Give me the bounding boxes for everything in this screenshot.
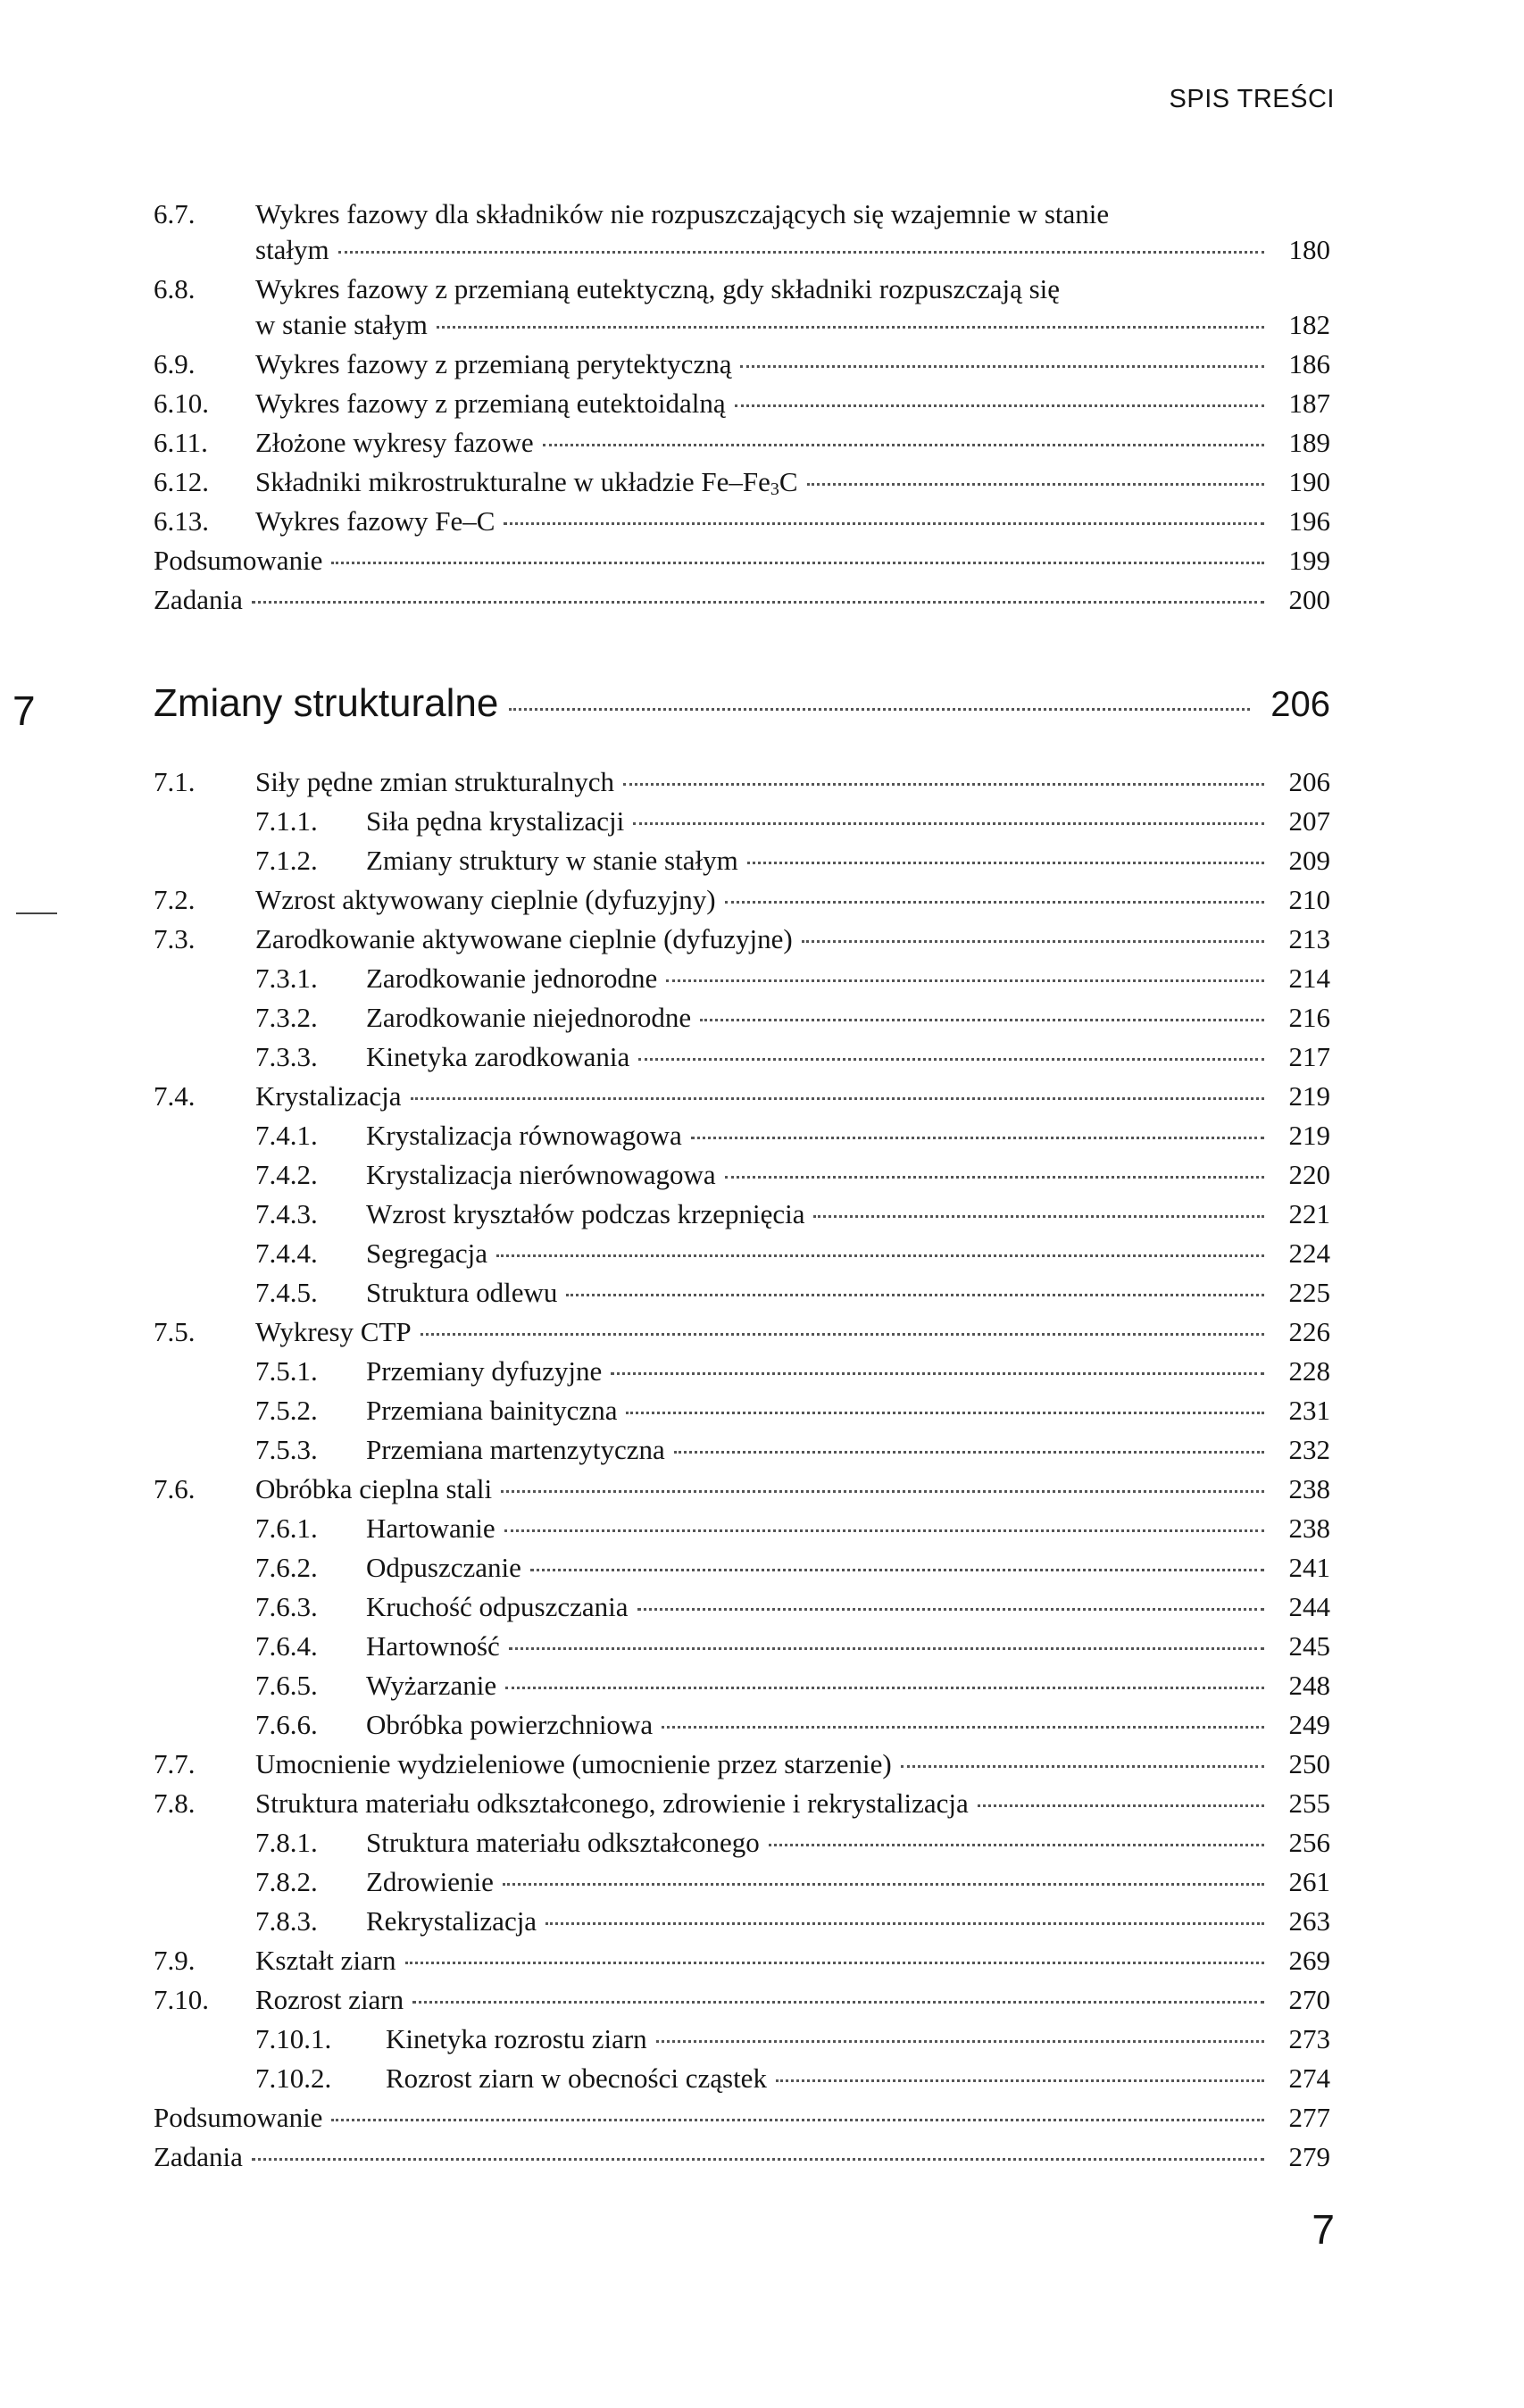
entry-page: 221 bbox=[1288, 1198, 1330, 1229]
entry-title: Podsumowanie bbox=[154, 2102, 323, 2133]
entry-number: 7.3.1. bbox=[255, 962, 318, 994]
dot-leader bbox=[405, 1962, 1264, 1964]
dot-leader bbox=[252, 2158, 1264, 2161]
toc-entry bbox=[154, 1748, 1330, 1787]
entry-number: 7.6.3. bbox=[255, 1591, 318, 1622]
entry-page: 196 bbox=[1288, 505, 1330, 537]
dot-leader bbox=[666, 979, 1264, 982]
entry-number: 7.4.2. bbox=[255, 1159, 318, 1190]
dot-leader bbox=[338, 251, 1264, 254]
entry-page: 217 bbox=[1288, 1041, 1330, 1072]
entry-number: 7.1. bbox=[154, 766, 196, 797]
dot-leader bbox=[740, 365, 1264, 368]
entry-number: 7.4.1. bbox=[255, 1120, 318, 1151]
dot-leader bbox=[735, 404, 1264, 407]
entry-title: Zmiany struktury w stanie stałym bbox=[366, 845, 738, 876]
dot-leader bbox=[530, 1569, 1264, 1571]
dot-leader bbox=[656, 2040, 1264, 2043]
entry-title: Wykres fazowy z przemianą eutektoidalną bbox=[255, 387, 726, 419]
entry-title: Przemiany dyfuzyjne bbox=[366, 1355, 603, 1387]
entry-title: Wykres fazowy z przemianą eutektyczną, gdy składniki rozpuszczają się bbox=[255, 273, 1061, 304]
entry-title: Struktura materiału odkształconego, zdrowienie i rekrystalizacja bbox=[255, 1787, 969, 1819]
entry-title: Podsumowanie bbox=[154, 545, 323, 576]
entry-page: 224 bbox=[1288, 1237, 1330, 1269]
entry-title: Obróbka cieplna stali bbox=[255, 1473, 493, 1504]
toc-entry bbox=[154, 1395, 1330, 1434]
dot-leader bbox=[700, 1019, 1264, 1021]
dot-leader bbox=[412, 2001, 1264, 2004]
toc-entry-summary bbox=[154, 2102, 1330, 2141]
entry-title: Wzrost kryształów podczas krzepnięcia bbox=[366, 1198, 805, 1229]
toc-entry bbox=[154, 198, 1330, 234]
entry-page: 273 bbox=[1288, 2023, 1330, 2054]
toc-entry bbox=[154, 1905, 1330, 1945]
toc-entry bbox=[154, 1591, 1330, 1630]
toc-entry bbox=[154, 923, 1330, 962]
toc-entry bbox=[154, 1945, 1330, 1984]
entry-page: 279 bbox=[1288, 2141, 1330, 2172]
dot-leader bbox=[776, 2079, 1264, 2082]
entry-number: 6.10. bbox=[154, 387, 209, 419]
entry-number: 7.4. bbox=[154, 1080, 196, 1112]
entry-title: Zarodkowanie niejednorodne bbox=[366, 1002, 692, 1033]
dot-leader bbox=[411, 1097, 1264, 1100]
entry-number: 7.6.5. bbox=[255, 1670, 318, 1701]
entry-title: Przemiana bainityczna bbox=[366, 1395, 618, 1426]
entry-page: 232 bbox=[1288, 1434, 1330, 1465]
toc-entry bbox=[154, 805, 1330, 845]
entry-page: 200 bbox=[1288, 584, 1330, 615]
toc-entry bbox=[154, 1709, 1330, 1748]
entry-number: 7.9. bbox=[154, 1945, 196, 1976]
entry-number: 7.5.2. bbox=[255, 1395, 318, 1426]
dot-leader bbox=[633, 822, 1264, 825]
toc-entry bbox=[154, 1984, 1330, 2023]
dot-leader bbox=[691, 1137, 1264, 1139]
entry-number: 7.10.1. bbox=[255, 2023, 332, 2054]
entry-page: 238 bbox=[1288, 1473, 1330, 1504]
dot-leader bbox=[509, 1647, 1264, 1650]
entry-number: 6.7. bbox=[154, 198, 196, 229]
running-header: SPIS TREŚCI bbox=[1169, 85, 1335, 113]
entry-title: Struktura materiału odkształconego bbox=[366, 1827, 760, 1858]
entry-title: Złożone wykresy fazowe bbox=[255, 427, 534, 458]
toc-section-chapter-7 bbox=[154, 766, 1330, 2180]
entry-page: 213 bbox=[1288, 923, 1330, 954]
toc-entry bbox=[154, 1316, 1330, 1355]
dot-leader bbox=[802, 940, 1264, 943]
toc-entry bbox=[154, 1120, 1330, 1159]
entry-page: 263 bbox=[1288, 1905, 1330, 1937]
entry-page: 255 bbox=[1288, 1787, 1330, 1819]
entry-page: 250 bbox=[1288, 1748, 1330, 1779]
entry-title: Zarodkowanie jednorodne bbox=[366, 962, 658, 994]
entry-page: 189 bbox=[1288, 427, 1330, 458]
entry-number: 7.8.3. bbox=[255, 1905, 318, 1937]
dot-leader bbox=[503, 1883, 1264, 1886]
page-number: 7 bbox=[1312, 2206, 1335, 2253]
dot-leader bbox=[437, 326, 1264, 329]
toc-entry bbox=[154, 427, 1330, 466]
dot-leader bbox=[623, 783, 1264, 786]
entry-title: Rozrost ziarn bbox=[255, 1984, 404, 2015]
dot-leader bbox=[566, 1294, 1264, 1296]
toc-entry bbox=[154, 766, 1330, 805]
entry-title: Rozrost ziarn w obecności cząstek bbox=[386, 2062, 767, 2094]
entry-number: 6.11. bbox=[154, 427, 208, 458]
toc-entry bbox=[154, 1473, 1330, 1512]
dot-leader bbox=[545, 1922, 1264, 1925]
toc-entry bbox=[154, 1041, 1330, 1080]
toc-entry bbox=[154, 505, 1330, 545]
toc-entry-exercises bbox=[154, 584, 1330, 623]
entry-number: 6.8. bbox=[154, 273, 196, 304]
entry-title: Odpuszczanie bbox=[366, 1552, 521, 1583]
entry-title: Kruchość odpuszczania bbox=[366, 1591, 629, 1622]
dot-leader bbox=[626, 1412, 1264, 1414]
entry-page: 256 bbox=[1288, 1827, 1330, 1858]
entry-number: 7.4.5. bbox=[255, 1277, 318, 1308]
entry-title: Siły pędne zmian strukturalnych bbox=[255, 766, 615, 797]
entry-title: Zdrowienie bbox=[366, 1866, 494, 1897]
entry-title: Wykres fazowy dla składników nie rozpuszczających się wzajemnie w stanie bbox=[255, 198, 1110, 229]
dot-leader bbox=[813, 1215, 1264, 1218]
entry-number: 7.4.3. bbox=[255, 1198, 318, 1229]
entry-number: 7.10.2. bbox=[255, 2062, 332, 2094]
toc-section-chapter-6 bbox=[154, 198, 1330, 623]
entry-number: 7.6.6. bbox=[255, 1709, 318, 1740]
dot-leader bbox=[504, 1529, 1264, 1532]
entry-title: Rekrystalizacja bbox=[366, 1905, 537, 1937]
entry-title: Zarodkowanie aktywowane cieplnie (dyfuzyjne) bbox=[255, 923, 793, 954]
entry-page: 225 bbox=[1288, 1277, 1330, 1308]
toc-entry bbox=[154, 1002, 1330, 1041]
entry-number: 7.5. bbox=[154, 1316, 196, 1347]
entry-page: 216 bbox=[1288, 1002, 1330, 1033]
entry-number: 7.8. bbox=[154, 1787, 196, 1819]
entry-number: 6.9. bbox=[154, 348, 196, 379]
toc-entry bbox=[154, 2062, 1330, 2102]
dot-leader bbox=[807, 483, 1264, 486]
entry-number: 7.1.2. bbox=[255, 845, 318, 876]
entry-page: 249 bbox=[1288, 1709, 1330, 1740]
entry-title: Przemiana martenzytyczna bbox=[366, 1434, 665, 1465]
entry-title: Wyżarzanie bbox=[366, 1670, 497, 1701]
dot-leader bbox=[501, 1490, 1264, 1493]
entry-page: 187 bbox=[1288, 387, 1330, 419]
entry-page: 244 bbox=[1288, 1591, 1330, 1622]
entry-number: 7.10. bbox=[154, 1984, 209, 2015]
entry-page: 210 bbox=[1288, 884, 1330, 915]
entry-title: Segregacja bbox=[366, 1237, 487, 1269]
entry-number: 7.1.1. bbox=[255, 805, 318, 837]
entry-page: 238 bbox=[1288, 1512, 1330, 1544]
entry-number: 7.3.2. bbox=[255, 1002, 318, 1033]
entry-title: Krystalizacja bbox=[255, 1080, 402, 1112]
entry-page: 207 bbox=[1288, 805, 1330, 837]
entry-title: Wykres fazowy Fe–C bbox=[255, 505, 496, 537]
entry-page: 199 bbox=[1288, 545, 1330, 576]
dot-leader bbox=[505, 1687, 1264, 1689]
entry-number: 7.3. bbox=[154, 923, 196, 954]
entry-title: stałym bbox=[255, 234, 329, 265]
dot-leader bbox=[504, 522, 1264, 525]
entry-page: 209 bbox=[1288, 845, 1330, 876]
toc-entry bbox=[154, 962, 1330, 1002]
dot-leader bbox=[978, 1804, 1264, 1807]
toc-entry bbox=[154, 1866, 1330, 1905]
entry-page: 190 bbox=[1288, 466, 1330, 497]
entry-number: 7.5.1. bbox=[255, 1355, 318, 1387]
chapter-page: 206 bbox=[1270, 685, 1330, 724]
entry-page: 228 bbox=[1288, 1355, 1330, 1387]
entry-number: 7.8.2. bbox=[255, 1866, 318, 1897]
dot-leader bbox=[421, 1333, 1264, 1336]
chapter-title: Zmiany strukturalne bbox=[154, 681, 499, 725]
dot-leader bbox=[638, 1058, 1264, 1061]
dot-leader bbox=[901, 1765, 1264, 1768]
entry-title: Krystalizacja równowagowa bbox=[366, 1120, 682, 1151]
toc-entry bbox=[154, 466, 1330, 505]
entry-page: 214 bbox=[1288, 962, 1330, 994]
entry-page: 270 bbox=[1288, 1984, 1330, 2015]
entry-number: 7.6.4. bbox=[255, 1630, 318, 1662]
entry-page: 226 bbox=[1288, 1316, 1330, 1347]
margin-rule bbox=[16, 912, 57, 914]
entry-number: 6.12. bbox=[154, 466, 209, 497]
toc-entry bbox=[154, 2023, 1330, 2062]
entry-number: 7.8.1. bbox=[255, 1827, 318, 1858]
chapter-heading bbox=[0, 681, 1330, 735]
entry-title: Krystalizacja nierównowagowa bbox=[366, 1159, 716, 1190]
toc-entry bbox=[154, 1630, 1330, 1670]
entry-title: Kinetyka rozrostu ziarn bbox=[386, 2023, 647, 2054]
toc-entry bbox=[154, 1277, 1330, 1316]
entry-page: 206 bbox=[1288, 766, 1330, 797]
dot-leader bbox=[674, 1451, 1264, 1454]
dot-leader bbox=[637, 1608, 1264, 1611]
entry-title: Wykres fazowy z przemianą perytektyczną bbox=[255, 348, 732, 379]
dot-leader bbox=[611, 1372, 1264, 1375]
entry-title: Struktura odlewu bbox=[366, 1277, 558, 1308]
dot-leader bbox=[509, 708, 1250, 711]
dot-leader bbox=[543, 444, 1264, 446]
toc-entry bbox=[154, 1355, 1330, 1395]
entry-number: 7.3.3. bbox=[255, 1041, 318, 1072]
toc-entry bbox=[154, 884, 1330, 923]
dot-leader bbox=[662, 1726, 1264, 1729]
toc-entry bbox=[154, 1434, 1330, 1473]
dot-leader bbox=[331, 562, 1264, 564]
entry-page: 269 bbox=[1288, 1945, 1330, 1976]
dot-leader bbox=[331, 2119, 1264, 2121]
entry-page: 241 bbox=[1288, 1552, 1330, 1583]
toc-entry bbox=[154, 1552, 1330, 1591]
entry-page: 182 bbox=[1288, 309, 1330, 340]
entry-page: 180 bbox=[1288, 234, 1330, 265]
toc-entry bbox=[154, 309, 1330, 348]
entry-title: Siła pędna krystalizacji bbox=[366, 805, 625, 837]
toc-entry bbox=[154, 273, 1330, 309]
toc-entry bbox=[154, 1198, 1330, 1237]
entry-page: 261 bbox=[1288, 1866, 1330, 1897]
entry-title: Obróbka powierzchniowa bbox=[366, 1709, 654, 1740]
dot-leader bbox=[496, 1254, 1264, 1257]
entry-title: Hartowanie bbox=[366, 1512, 496, 1544]
entry-number: 7.7. bbox=[154, 1748, 196, 1779]
entry-number: 7.2. bbox=[154, 884, 196, 915]
entry-title: Zadania bbox=[154, 2141, 243, 2172]
entry-title: Składniki mikrostrukturalne w układzie $Fe-Fe_3C$ bbox=[255, 466, 798, 499]
entry-page: 274 bbox=[1288, 2062, 1330, 2094]
entry-title: Kinetyka zarodkowania bbox=[366, 1041, 630, 1072]
dot-leader bbox=[725, 901, 1264, 904]
entry-title: Wykresy CTP bbox=[255, 1316, 412, 1347]
entry-title: Wzrost aktywowany cieplnie (dyfuzyjny) bbox=[255, 884, 716, 915]
entry-page: 219 bbox=[1288, 1080, 1330, 1112]
entry-number: 7.6.1. bbox=[255, 1512, 318, 1544]
entry-title: Umocnienie wydzieleniowe (umocnienie przez starzenie) bbox=[255, 1748, 892, 1779]
toc-entry-exercises bbox=[154, 2141, 1330, 2180]
toc-entry bbox=[154, 1827, 1330, 1866]
entry-page: 220 bbox=[1288, 1159, 1330, 1190]
entry-title: Hartowność bbox=[366, 1630, 500, 1662]
dot-leader bbox=[725, 1176, 1264, 1179]
entry-number: 7.6. bbox=[154, 1473, 196, 1504]
entry-number: 6.13. bbox=[154, 505, 209, 537]
entry-page: 219 bbox=[1288, 1120, 1330, 1151]
toc-entry bbox=[154, 348, 1330, 387]
entry-number: 7.6.2. bbox=[255, 1552, 318, 1583]
toc-entry bbox=[154, 1159, 1330, 1198]
entry-page: 231 bbox=[1288, 1395, 1330, 1426]
entry-page: 245 bbox=[1288, 1630, 1330, 1662]
toc-entry bbox=[154, 1670, 1330, 1709]
entry-title: w stanie stałym bbox=[255, 309, 428, 340]
entry-title: Zadania bbox=[154, 584, 243, 615]
toc-entry bbox=[154, 234, 1330, 273]
toc-entry bbox=[154, 387, 1330, 427]
entry-page: 277 bbox=[1288, 2102, 1330, 2133]
entry-page: 248 bbox=[1288, 1670, 1330, 1701]
dot-leader bbox=[769, 1844, 1264, 1846]
dot-leader bbox=[252, 601, 1264, 604]
entry-number: 7.4.4. bbox=[255, 1237, 318, 1269]
toc-entry-summary bbox=[154, 545, 1330, 584]
dot-leader bbox=[747, 862, 1264, 864]
toc-entry bbox=[154, 1080, 1330, 1120]
toc-entry bbox=[154, 1787, 1330, 1827]
chapter-number: 7 bbox=[12, 687, 36, 734]
entry-title: Kształt ziarn bbox=[255, 1945, 396, 1976]
toc-entry bbox=[154, 1237, 1330, 1277]
toc-entry bbox=[154, 845, 1330, 884]
entry-number: 7.5.3. bbox=[255, 1434, 318, 1465]
entry-page: 186 bbox=[1288, 348, 1330, 379]
toc-entry bbox=[154, 1512, 1330, 1552]
